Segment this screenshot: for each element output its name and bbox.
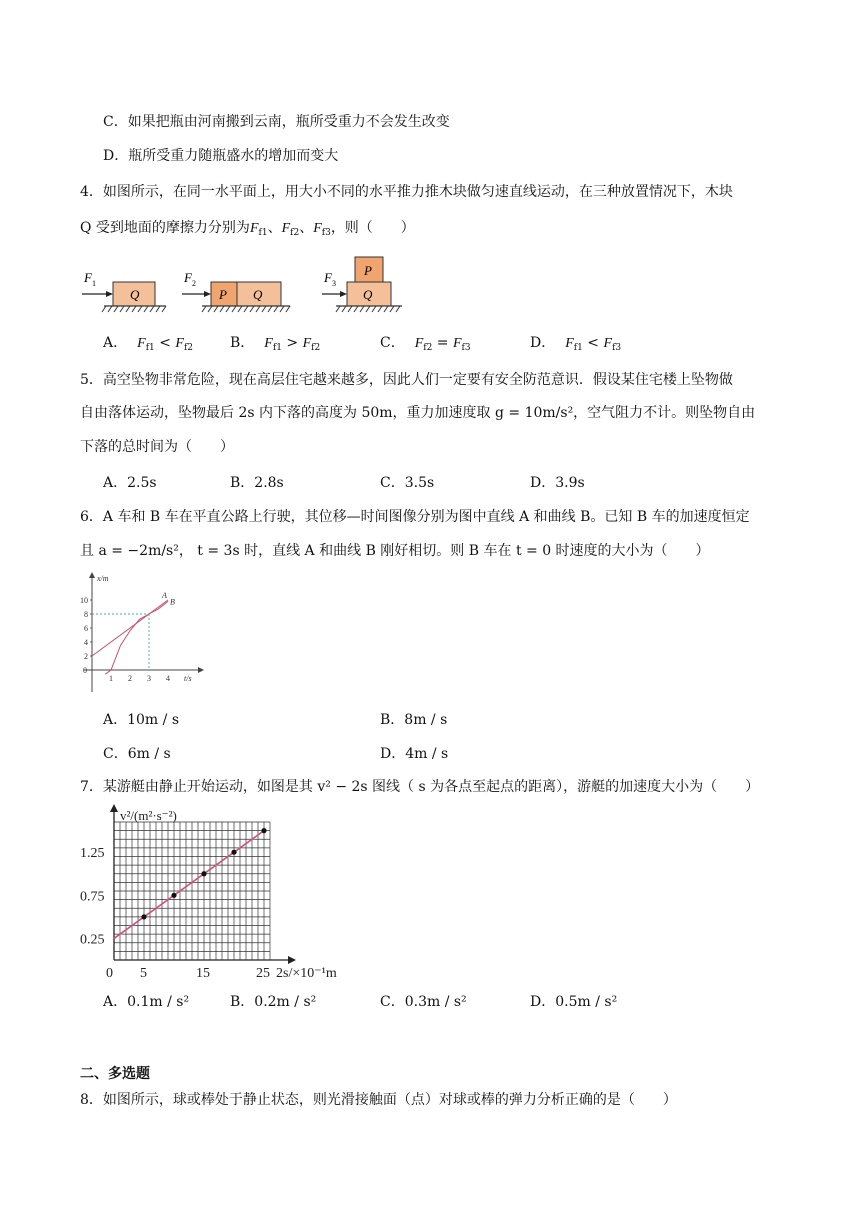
y-axis-arrow [110,804,118,812]
x-axis-arrow [198,667,204,673]
q6-option-b: B．8m / s [380,712,448,728]
svg-text:Q: Q [130,287,140,302]
v2-2s-graph [78,800,358,984]
svg-text:F: F [184,270,192,285]
q6-stem-line1: 6．A 车和 B 车在平直公路上行驶，其位移—时间图像分别为图中直线 A 和曲线 B。已知 B 车的加速度恒定 [80,509,750,525]
x-tick-label: 25 [256,966,270,981]
q5-option-a: A．2.5s [103,475,157,491]
x-tick-label: 5 [140,966,147,981]
x-tick-label: 0 [106,966,113,981]
q4-option-d: D． $F_{f1} < F_{f3}$ [530,335,622,353]
data-point [261,828,266,833]
y-tick-label: 0.75 [80,889,105,905]
y-axis-label: x/m [97,574,109,583]
q7-option-b: B．0.2m / s² [230,994,317,1010]
fit-line [114,831,264,939]
y-tick-label: 6 [84,624,88,633]
y-axis-arrow [89,572,95,578]
series-label-b: B [170,597,175,607]
q5-option-c: C．3.5s [380,475,435,491]
x-axis-label: t/s [184,674,192,683]
x-axis-arrow [288,956,296,964]
svg-text:2: 2 [192,279,196,288]
x-tick-label: 2 [128,674,132,683]
q7-stem-line1: 7．某游艇由静止开始运动，如图是其 v² − 2s 图线（ s 为各点至起点的距离），游艇的加速度大小为（ ） [80,779,760,795]
q4-case-3 [322,257,402,312]
xt-graph [80,570,210,694]
x-tick-label: 1 [109,674,113,683]
y-tick-label: 8 [84,610,88,619]
q4-option-b: B． $F_{f1} > F_{f2}$ [230,335,321,353]
q7-option-d: D．0.5m / s² [530,994,618,1010]
y-tick-label: 2 [84,652,88,661]
svg-text:3: 3 [332,279,336,288]
series-line-b [105,601,168,674]
y-axis-label: v²/(m²·s⁻²) [120,808,177,823]
y-tick-label: 10 [80,596,88,605]
q7-option-c: C．0.3m / s² [380,994,467,1010]
x-tick-label: 4 [166,674,170,683]
series-label-a: A [162,591,167,600]
q4-case-1 [82,270,166,312]
series-line-a [92,600,168,656]
q6-stem-line2: 且 a = −2m/s²， t = 3s 时，直线 A 和曲线 B 刚好相切。则 B 车在 t = 0 时速度的大小为（ ） [80,543,710,559]
q6-option-d: D．4m / s [380,746,449,762]
x-axis-label: 2s/×10⁻¹m [276,966,337,981]
q6-option-a: A．10m / s [103,712,180,728]
svg-text:P: P [364,263,372,278]
svg-text:1: 1 [92,279,96,288]
q4-option-c: C． $F_{f2} = F_{f3}$ [380,335,471,353]
q4-option-a: A． $F_{f1} < F_{f2}$ [103,335,194,353]
y-tick-label: 0.25 [80,932,105,948]
q5-stem-line2: 自由落体运动，坠物最后 2s 内下落的高度为 50m，重力加速度取 g = 10m/s²，空气阻力不计。则坠物自由 [80,405,756,421]
q4-figure [80,252,420,318]
data-point [141,914,146,919]
q5-stem-line3: 下落的总时间为（ ） [80,439,234,455]
y-tick-label: 1.25 [80,846,105,862]
data-point [201,871,206,876]
q7-option-a: A．0.1m / s² [103,994,190,1010]
svg-text:Q: Q [253,287,263,302]
svg-text:P: P [219,287,227,302]
q6-option-c: C．6m / s [103,746,171,762]
q5-option-b: B．2.8s [230,475,284,491]
data-point [231,850,236,855]
q4-stem-line1: 4．如图所示，在同一水平面上，用大小不同的水平推力推木块做匀速直线运动，在三种放置情况下，木块 [80,184,733,200]
x-tick-label: 15 [196,966,210,981]
origin-label: 0 [83,666,87,675]
q3-option-c: C．如果把瓶由河南搬到云南，瓶所受重力不会发生改变 [103,114,450,130]
data-point [171,893,176,898]
x-tick-label: 3 [147,674,151,683]
force-label-f1: F [84,270,92,285]
svg-text:Q: Q [363,287,373,302]
q5-option-d: D．3.9s [530,475,585,491]
q4-stem-line2: Q 受到地面的摩擦力分别为$F_{f1}$、$F_{f2}$、$F_{f3}$，则（ ） [80,220,415,238]
q3-option-d: D．瓶所受重力随瓶盛水的增加而变大 [103,148,339,164]
q8-stem-line1: 8．如图所示，球或棒处于静止状态，则光滑接触面（点）对球或棒的弹力分析正确的是（ ） [80,1092,677,1108]
q4-case-2 [182,270,290,312]
y-tick-label: 4 [84,638,88,647]
svg-text:F: F [324,270,332,285]
q5-stem-line1: 5．高空坠物非常危险，现在高层住宅越来越多，因此人们一定要有安全防范意识．假设某住宅楼上坠物做 [80,372,733,388]
section-heading-multiple-choice: 二、多选题 [80,1066,150,1082]
